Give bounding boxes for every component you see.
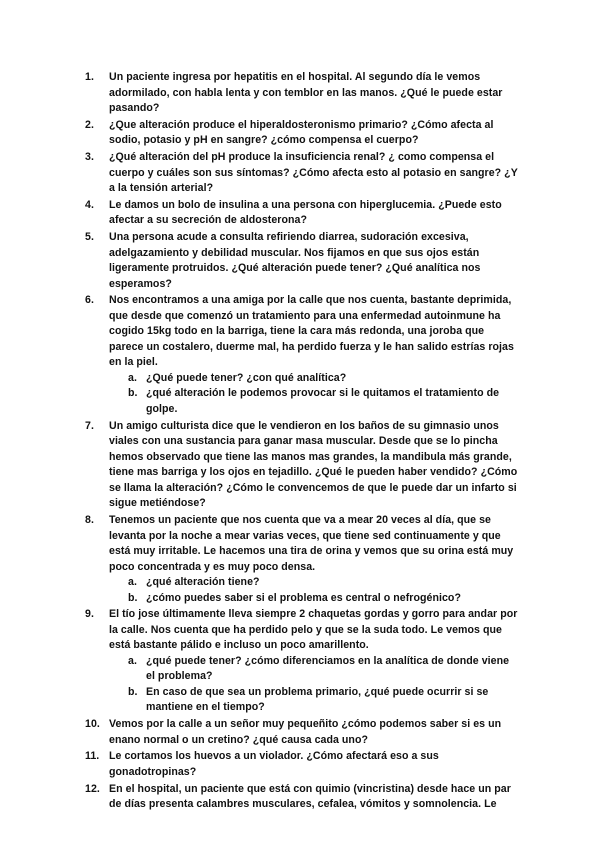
question-item (85, 118, 518, 149)
question-text: Le damos un bolo de insulina a una persona con hiperglucemia. ¿Puede esto afectar a su secreción de aldosterona? (109, 198, 502, 227)
sub-question-text: En caso de que sea un problema primario, ¿qué puede ocurrir si se mantiene en el tiempo? (146, 685, 489, 714)
sub-question-list (109, 371, 518, 418)
question-item (85, 513, 518, 606)
question-number: 1. (85, 71, 94, 83)
sub-question-item (109, 371, 518, 387)
question-text: ¿Que alteración produce el hiperaldosteronismo primario? ¿Cómo afecta al sodio, potasio y pH en sangre? ¿cómo compensa el cuerpo? (109, 118, 494, 147)
question-number: 3. (85, 151, 94, 164)
question-text: Una persona acude a consulta refiriendo diarrea, sudoración excesiva, adelgazamiento y debilidad muscular. Nos fijamos en que sus ojos están ligeramente protruidos. ¿Qué alteración puede tener? ¿Qué analítica nos esperamos? (109, 231, 481, 290)
question-number: 2. (85, 118, 94, 131)
sub-question-text: ¿qué puede tener? ¿cómo diferenciamos en la analítica de donde viene el problema? (146, 654, 510, 683)
question-list (85, 70, 518, 813)
question-number: 7. (85, 419, 94, 432)
sub-question-letter: b. (128, 685, 138, 698)
sub-question-letter: a. (128, 576, 137, 589)
question-number: 12. (85, 782, 100, 795)
question-number: 10. (85, 718, 100, 731)
sub-question-text: ¿Qué puede tener? ¿con qué analítica? (146, 371, 347, 384)
question-text: En el hospital, un paciente que está con quimio (vincristina) desde hace un par de días presenta calambres musculares, cefalea, vómitos y somnolencia. Le (109, 782, 511, 811)
question-number: 9. (85, 608, 94, 621)
question-item (85, 230, 518, 292)
question-text: ¿Qué alteración del pH produce la insuficiencia renal? ¿ como compensa el cuerpo y cuáles son sus síntomas? ¿Cómo afecta esto al potasio en sangre? ¿Y a la tensión arterial? (109, 151, 518, 195)
question-text: Le cortamos los huevos a un violador. ¿Cómo afectará eso a sus gonadotropinas? (109, 750, 439, 778)
question-text: Tenemos un paciente que nos cuenta que va a mear 20 veces al día, que se levanta por la noche a mear varias veces, que tiene sed continuamente y que está muy irritable. Le hacemos una tira de orina y vemos que su orina está muy poco concentrada y es muy poco densa. (109, 514, 514, 573)
question-item (85, 607, 518, 716)
question-item (85, 717, 518, 748)
sub-question-text: ¿qué alteración tiene? (146, 576, 260, 589)
sub-question-item (109, 575, 518, 591)
question-number: 8. (85, 514, 94, 527)
question-text: Nos encontramos a una amiga por la calle que nos cuenta, bastante deprimida, que desde que comenzó un tratamiento para una enfermedad autoinmune ha cogido 15kg todo en la barriga, tiene la cara más redonda, una joroba que parece un costalero, duerme mal, ha perdido fuerza y le han salido estrías rojas en la piel. (109, 294, 514, 369)
question-item (85, 419, 518, 512)
question-item (85, 150, 518, 197)
question-text: El tío jose últimamente lleva siempre 2 chaquetas gordas y gorro para andar por la calle. Nos cuenta que ha perdido pelo y que se la suda todo. Le vemos que está bastante pálido e incluso un poco amarillento. (109, 608, 518, 652)
question-item (85, 70, 518, 117)
question-item (85, 198, 518, 229)
question-number: 11. (85, 750, 100, 763)
sub-question-item (109, 685, 518, 716)
question-item (85, 293, 518, 417)
question-item (85, 782, 518, 813)
sub-question-letter: b. (128, 387, 138, 400)
question-number: 6. (85, 294, 94, 307)
question-text: Un amigo culturista dice que le vendieron en los baños de su gimnasio unos viales con una sustancia para ganar masa muscular. Desde que se lo pincha hemos observado que tiene las manos mas grandes, la mandibula más grande, tiene mas barriga y los ojos en tejadillo. ¿Qué le pueden haber vendido? ¿Cómo se llama la alteración? ¿Cómo le convencemos de que le puede dar un infarto si sigue metiéndose? (109, 419, 518, 510)
question-item (85, 749, 518, 780)
sub-question-letter: b. (128, 591, 138, 604)
question-text: Vemos por la calle a un señor muy pequeñito ¿cómo podemos saber si es un enano normal o un cretino? ¿qué causa cada uno? (109, 718, 502, 746)
sub-question-item (109, 386, 518, 417)
sub-question-letter: a. (128, 371, 137, 384)
sub-question-text: ¿qué alteración le podemos provocar si le quitamos el tratamiento de golpe. (146, 387, 500, 415)
question-number: 5. (85, 231, 94, 244)
sub-question-list (109, 575, 518, 606)
sub-question-list (109, 654, 518, 716)
sub-question-letter: a. (128, 654, 137, 667)
sub-question-item (109, 591, 518, 607)
question-number: 4. (85, 198, 94, 211)
sub-question-text: ¿cómo puedes saber si el problema es central o nefrogénico? (146, 591, 461, 604)
sub-question-item (109, 654, 518, 685)
question-text: Un paciente ingresa por hepatitis en el hospital. Al segundo día le vemos adormilado, con habla lenta y con temblor en las manos. ¿Qué le puede estar pasando? (109, 71, 503, 114)
